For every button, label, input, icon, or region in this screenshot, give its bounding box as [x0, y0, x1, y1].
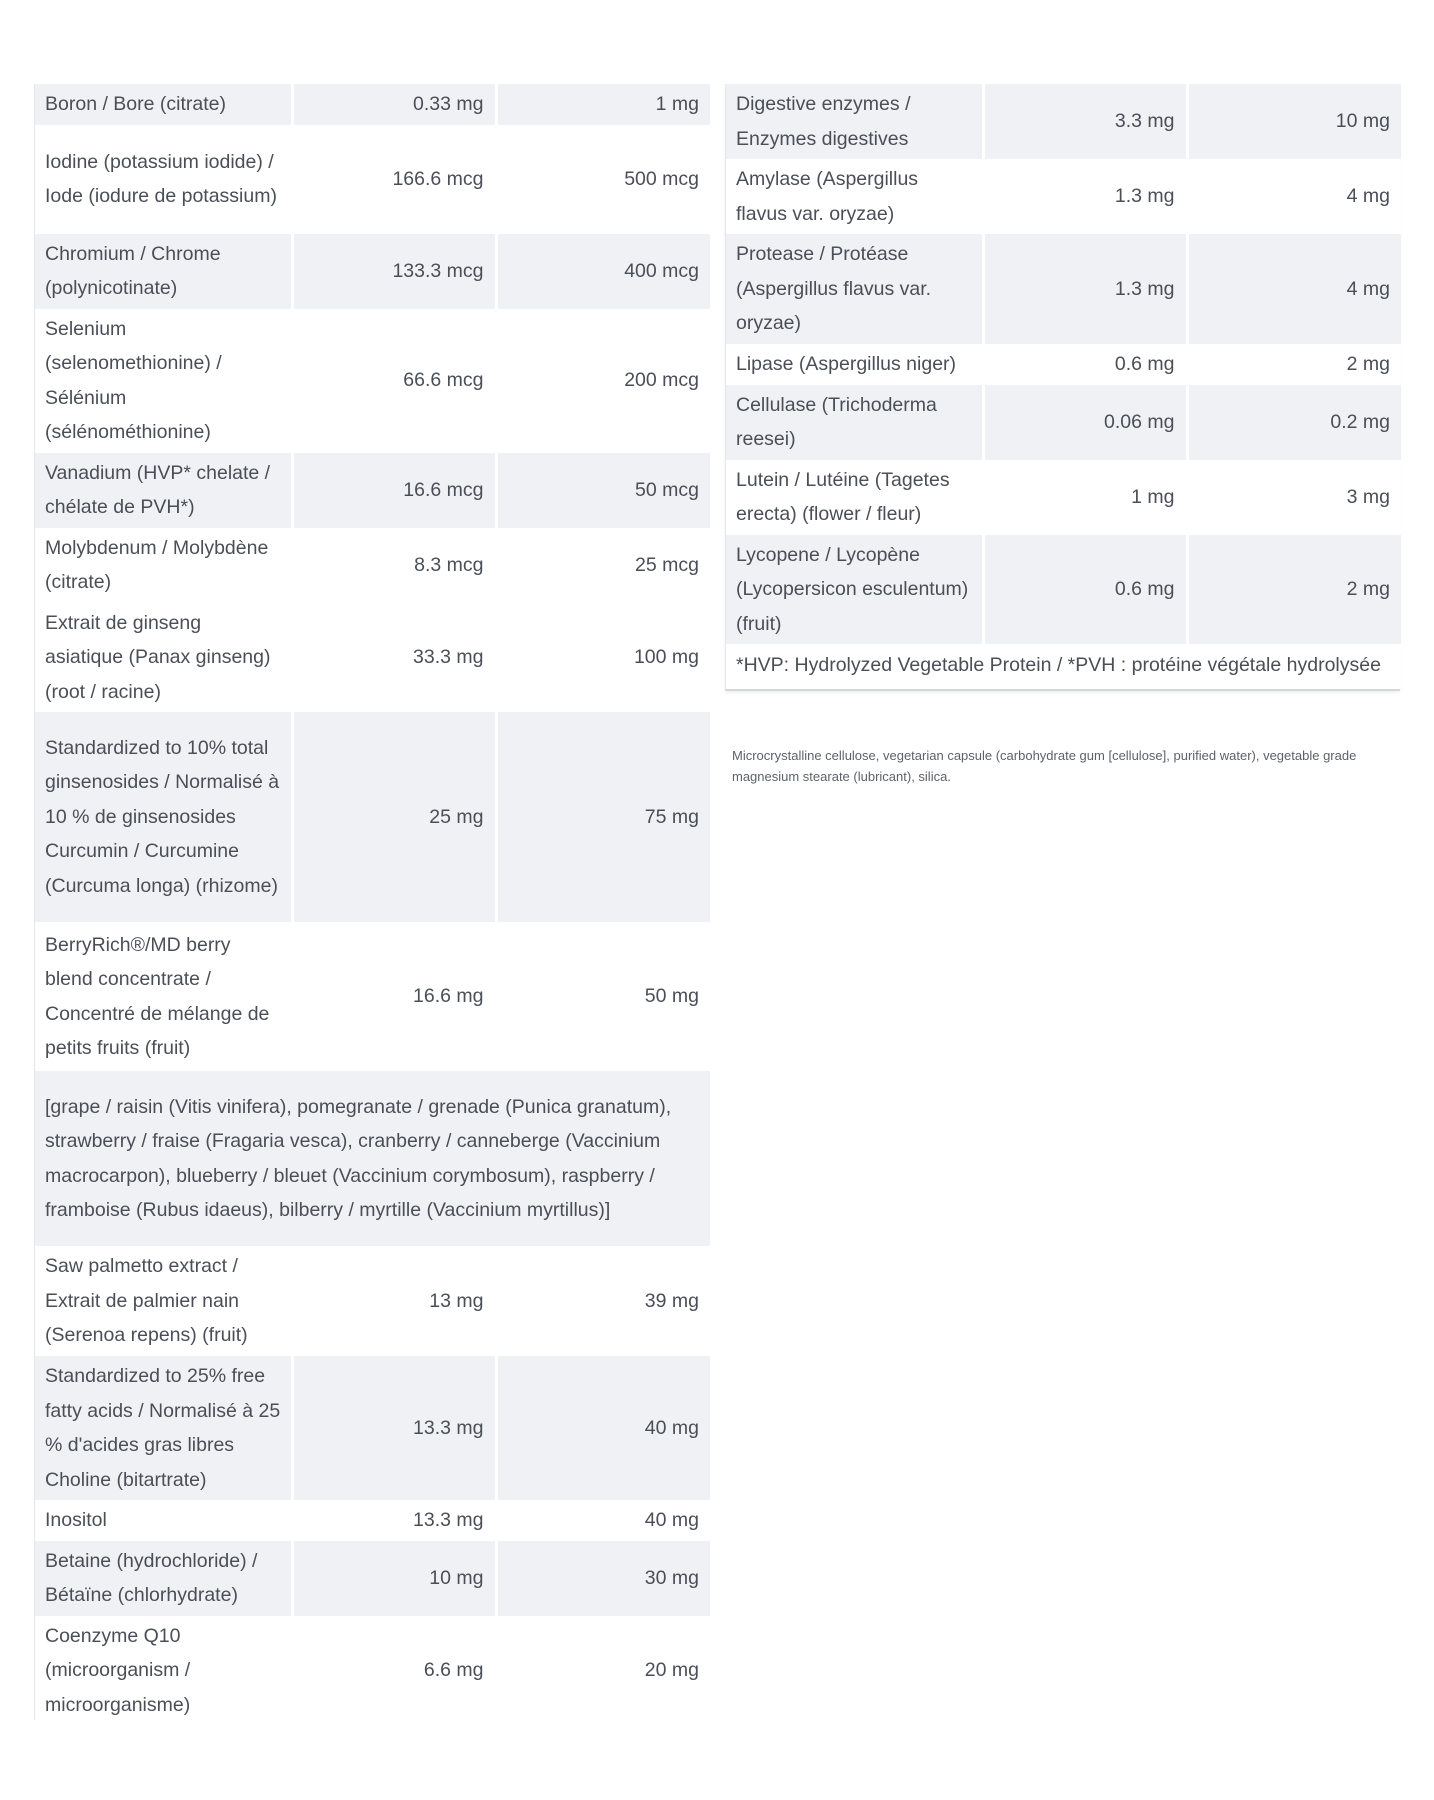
amount-per-dose: 1 mg	[496, 84, 710, 125]
ingredient-name: Lycopene / Lycopène (Lycopersicon esculentum) (fruit)	[726, 535, 983, 645]
ingredient-name: Iodine (potassium iodide) / Iode (iodure de potassium)	[35, 125, 292, 234]
ingredient-name: Inositol	[35, 1500, 292, 1541]
ingredient-name: Selenium (selenomethionine) / Sélénium (sélénométhionine)	[35, 309, 292, 453]
table-row	[35, 234, 710, 309]
table-row	[726, 344, 1401, 385]
ingredient-name: Coenzyme Q10 (microorganism / microorganisme)	[35, 1616, 292, 1726]
hvp-footnote: *HVP: Hydrolyzed Vegetable Protein / *PVH : protéine végétale hydrolysée	[726, 644, 1401, 689]
table-row	[35, 309, 710, 453]
amount-per-capsule: 13.3 mg	[292, 1500, 496, 1541]
ingredient-name: Lipase (Aspergillus niger)	[726, 344, 983, 385]
table-row	[726, 460, 1401, 535]
amount-per-capsule: 0.6 mg	[983, 535, 1187, 645]
amount-per-capsule: 25 mg	[292, 712, 496, 922]
table-row	[35, 1616, 710, 1726]
ingredient-name: Betaine (hydrochloride) / Bétaïne (chlorhydrate)	[35, 1541, 292, 1616]
table-row	[726, 159, 1401, 234]
table-row	[35, 453, 710, 528]
amount-per-dose: 25 mcg	[496, 528, 710, 603]
amount-per-capsule: 0.06 mg	[983, 385, 1187, 460]
right-table	[726, 84, 1401, 689]
table-row	[35, 528, 710, 603]
amount-per-capsule: 13 mg	[292, 1246, 496, 1356]
amount-per-dose: 4 mg	[1187, 159, 1401, 234]
ingredient-name: Molybdenum / Molybdène (citrate)	[35, 528, 292, 603]
amount-per-capsule: 0.33 mg	[292, 84, 496, 125]
ingredient-name: Cellulase (Trichoderma reesei)	[726, 385, 983, 460]
table-row	[35, 1246, 710, 1356]
amount-per-dose: 30 mg	[496, 1541, 710, 1616]
amount-per-dose: 200 mcg	[496, 309, 710, 453]
ingredient-name: Lutein / Lutéine (Tagetes erecta) (flower / fleur)	[726, 460, 983, 535]
amount-per-capsule: 1.3 mg	[983, 159, 1187, 234]
amount-per-dose: 50 mg	[496, 922, 710, 1071]
ingredient-name: Digestive enzymes / Enzymes digestives	[726, 84, 983, 159]
amount-per-dose: 0.2 mg	[1187, 385, 1401, 460]
amount-per-dose: 2 mg	[1187, 535, 1401, 645]
amount-per-dose: 400 mcg	[496, 234, 710, 309]
amount-per-capsule: 13.3 mg	[292, 1356, 496, 1500]
ingredient-name: Protease / Protéase (Aspergillus flavus var. oryzae)	[726, 234, 983, 344]
table-row	[726, 385, 1401, 460]
ingredients-table-right	[725, 84, 1400, 691]
ingredient-name: Saw palmetto extract / Extrait de palmier nain (Serenoa repens) (fruit)	[35, 1246, 292, 1356]
amount-per-dose: 40 mg	[496, 1500, 710, 1541]
table-row	[726, 84, 1401, 159]
amount-per-dose: 500 mcg	[496, 125, 710, 234]
amount-per-capsule: 1 mg	[983, 460, 1187, 535]
amount-per-capsule: 0.6 mg	[983, 344, 1187, 385]
amount-per-dose: 39 mg	[496, 1246, 710, 1356]
amount-per-dose: 75 mg	[496, 712, 710, 922]
amount-per-capsule: 66.6 mcg	[292, 309, 496, 453]
amount-per-capsule: 166.6 mcg	[292, 125, 496, 234]
table-row	[35, 1071, 710, 1246]
ingredient-name: BerryRich®/MD berry blend concentrate / Concentré de mélange de petits fruits (fruit)	[35, 922, 292, 1071]
table-row	[35, 125, 710, 234]
amount-per-dose: 10 mg	[1187, 84, 1401, 159]
amount-per-capsule: 6.6 mg	[292, 1616, 496, 1726]
amount-per-dose: 3 mg	[1187, 460, 1401, 535]
table-row	[35, 1500, 710, 1541]
ingredient-name: Amylase (Aspergillus flavus var. oryzae)	[726, 159, 983, 234]
table-row	[726, 234, 1401, 344]
amount-per-capsule: 33.3 mg	[292, 603, 496, 713]
table-row	[35, 712, 710, 922]
amount-per-dose: 100 mg	[496, 603, 710, 713]
ingredient-name: Vanadium (HVP* chelate / chélate de PVH*)	[35, 453, 292, 528]
amount-per-capsule: 10 mg	[292, 1541, 496, 1616]
amount-per-dose: 4 mg	[1187, 234, 1401, 344]
left-table	[35, 84, 710, 1725]
ingredient-name: Extrait de ginseng asiatique (Panax ginseng) (root / racine)	[35, 603, 292, 713]
amount-per-dose: 2 mg	[1187, 344, 1401, 385]
amount-per-capsule: 8.3 mcg	[292, 528, 496, 603]
ingredients-table-left	[34, 84, 709, 1720]
amount-per-capsule: 133.3 mcg	[292, 234, 496, 309]
ingredient-name: Chromium / Chrome (polynicotinate)	[35, 234, 292, 309]
amount-per-capsule: 16.6 mg	[292, 922, 496, 1071]
ingredient-name: Boron / Bore (citrate)	[35, 84, 292, 125]
ingredient-name: Standardized to 10% total ginsenosides / Normalisé à 10 % de ginsenosides Curcumin / Curcumine (Curcuma longa) (rhizome)	[35, 712, 292, 922]
table-row	[35, 922, 710, 1071]
table-row	[726, 535, 1401, 645]
table-row	[35, 84, 710, 125]
table-row	[726, 644, 1401, 689]
amount-per-dose: 20 mg	[496, 1616, 710, 1726]
amount-per-dose: 50 mcg	[496, 453, 710, 528]
ingredient-name: Standardized to 25% free fatty acids / Normalisé à 25 % d'acides gras libres Choline (bitartrate)	[35, 1356, 292, 1500]
non-medicinal-ingredients: Microcrystalline cellulose, vegetarian capsule (carbohydrate gum [cellulose], purified water), vegetable grade magnesium stearate (lubricant), silica.	[732, 748, 1357, 784]
amount-per-capsule: 3.3 mg	[983, 84, 1187, 159]
table-row	[35, 1356, 710, 1500]
table-row	[35, 603, 710, 713]
table-row	[35, 1541, 710, 1616]
berry-blend-list: [grape / raisin (Vitis vinifera), pomegranate / grenade (Punica granatum), strawberry / fraise (Fragaria vesca), cranberry / canneberge (Vaccinium macrocarpon), blueberry / bleuet (Vaccinium corymbosum), raspberry / framboise (Rubus idaeus), bilberry / myrtille (Vaccinium myrtillus)]	[35, 1071, 710, 1246]
amount-per-dose: 40 mg	[496, 1356, 710, 1500]
amount-per-capsule: 16.6 mcg	[292, 453, 496, 528]
amount-per-capsule: 1.3 mg	[983, 234, 1187, 344]
